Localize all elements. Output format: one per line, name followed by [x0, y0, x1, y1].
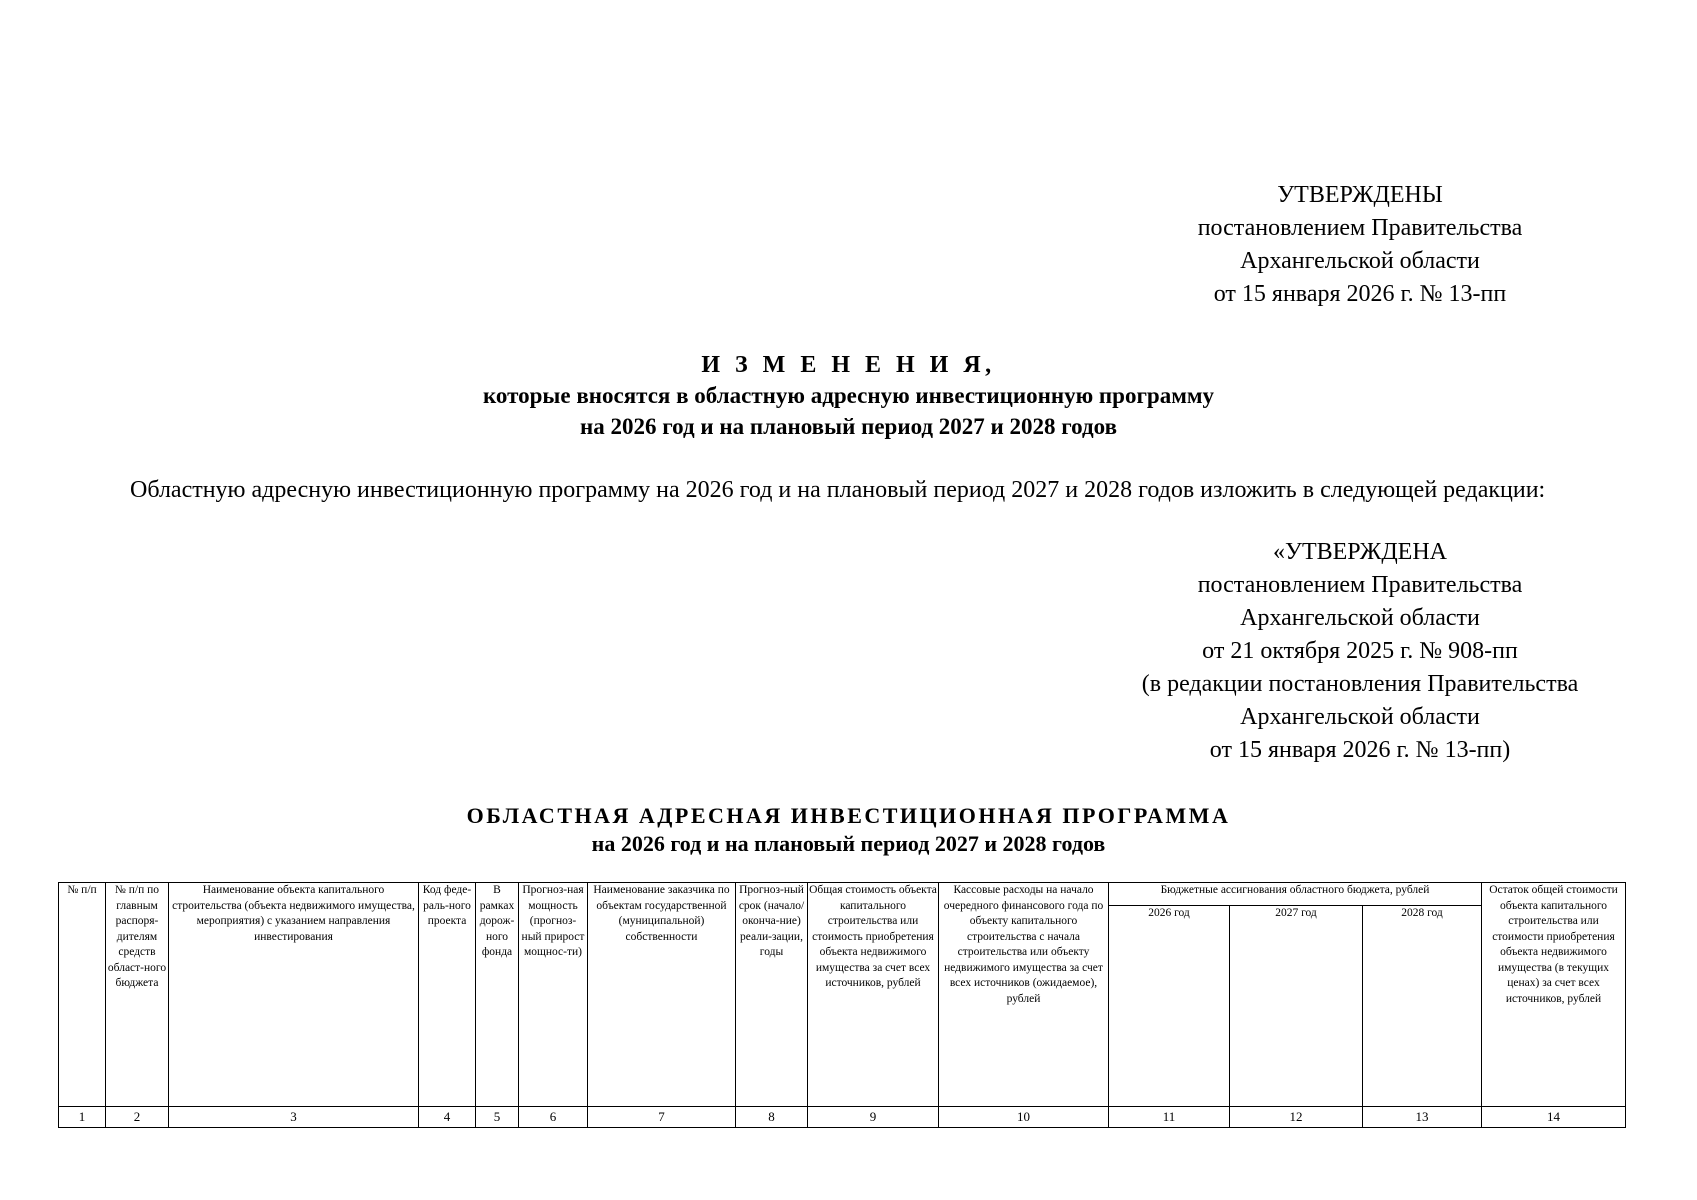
column-number-cell: 12 [1230, 1107, 1363, 1128]
document-title [0, 350, 1697, 442]
column-number-cell: 5 [476, 1107, 519, 1128]
column-number-cell: 8 [736, 1107, 808, 1128]
table-header-cell: Прогноз-ная мощность (прогноз-ный прирост мощнос-ти) [519, 883, 588, 1107]
column-number-cell: 7 [588, 1107, 736, 1128]
approval-line: от 15 января 2026 г. № 13-пп) [1209, 737, 1511, 763]
program-title-subtitle: на 2026 год и на плановый период 2027 и 2028 годов [591, 831, 1106, 856]
column-number-cell: 4 [419, 1107, 476, 1128]
column-number-cell: 13 [1363, 1107, 1482, 1128]
table-header-cell: Прогноз-ный срок (начало/ оконча-ние) реали-зации, годы [736, 883, 808, 1107]
table-header-cell: В рамках дорож-ного фонда [476, 883, 519, 1107]
column-number-cell: 1 [59, 1107, 106, 1128]
title-main: И З М Е Н Е Н И Я, [701, 352, 996, 378]
title-subtitle: которые вносятся в областную адресную инвестиционную программу [482, 383, 1215, 408]
table-header-cell: № п/п [59, 883, 106, 1107]
approval-stamp-second [1040, 536, 1680, 767]
column-number-cell: 11 [1109, 1107, 1230, 1128]
column-number-cell: 10 [939, 1107, 1109, 1128]
approval-line: постановлением Правительства [1197, 215, 1523, 241]
table-header-year: 2026 год [1109, 906, 1230, 1107]
approval-line: Архангельской области [1240, 605, 1480, 631]
table-header-group: Бюджетные ассигнования областного бюджета, рублей [1109, 883, 1482, 906]
column-number-cell: 3 [169, 1107, 419, 1128]
table-header-year: 2027 год [1230, 906, 1363, 1107]
program-table [58, 882, 1626, 1128]
column-number-cell: 6 [519, 1107, 588, 1128]
table-header-cell: № п/п по главным распоря-дителям средств област-ного бюджета [106, 883, 169, 1107]
table-header-cell: Наименование объекта капитального строительства (объекта недвижимого имущества, мероприятия) с указанием направления инвестирования [169, 883, 419, 1107]
column-number-cell: 9 [808, 1107, 939, 1128]
approval-line: Архангельской области [1240, 248, 1480, 274]
approval-line: постановлением Правительства [1197, 572, 1523, 598]
intro-paragraph: Областную адресную инвестиционную программу на 2026 год и на плановый период 2027 и 2028 годов изложить в следующей редакции: [130, 477, 1546, 503]
table-row [59, 1107, 1626, 1128]
approval-line: от 21 октября 2025 г. № 908-пп [1202, 638, 1518, 664]
approval-line: Архангельской области [1240, 704, 1480, 730]
table-header-cell: Кассовые расходы на начало очередного финансового года по объекту капитального строительства с начала строительства или объекту недвижимого имущества за счет всех источников (ожидаемое), рублей [939, 883, 1109, 1107]
table-header-cell: Код феде-раль-ного проекта [419, 883, 476, 1107]
approval-line: (в редакции постановления Правительства [1141, 671, 1579, 697]
approval-line: от 15 января 2026 г. № 13-пп [1213, 281, 1507, 307]
program-title-main: ОБЛАСТНАЯ АДРЕСНАЯ ИНВЕСТИЦИОННАЯ ПРОГРАММА [466, 803, 1231, 828]
table-header-cell: Общая стоимость объекта капитального строительства или стоимость приобретения объекта недвижимого имущества за счет всех источников, рублей [808, 883, 939, 1107]
table-header-year: 2028 год [1363, 906, 1482, 1107]
approval-stamp-top [1150, 179, 1570, 311]
column-number-cell: 2 [106, 1107, 169, 1128]
approval-line: «УТВЕРЖДЕНА [1272, 539, 1448, 565]
approval-line: УТВЕРЖДЕНЫ [1277, 182, 1443, 208]
title-subtitle: на 2026 год и на плановый период 2027 и 2028 годов [580, 414, 1117, 439]
program-title [0, 802, 1697, 858]
table-header-cell: Остаток общей стоимости объекта капитального строительства или стоимости приобретения объекта недвижимого имущества (в текущих ценах) за счет всех источников, рублей [1482, 883, 1626, 1107]
column-number-cell: 14 [1482, 1107, 1626, 1128]
table-header-cell: Наименование заказчика по объектам государственной (муниципальной) собственности [588, 883, 736, 1107]
